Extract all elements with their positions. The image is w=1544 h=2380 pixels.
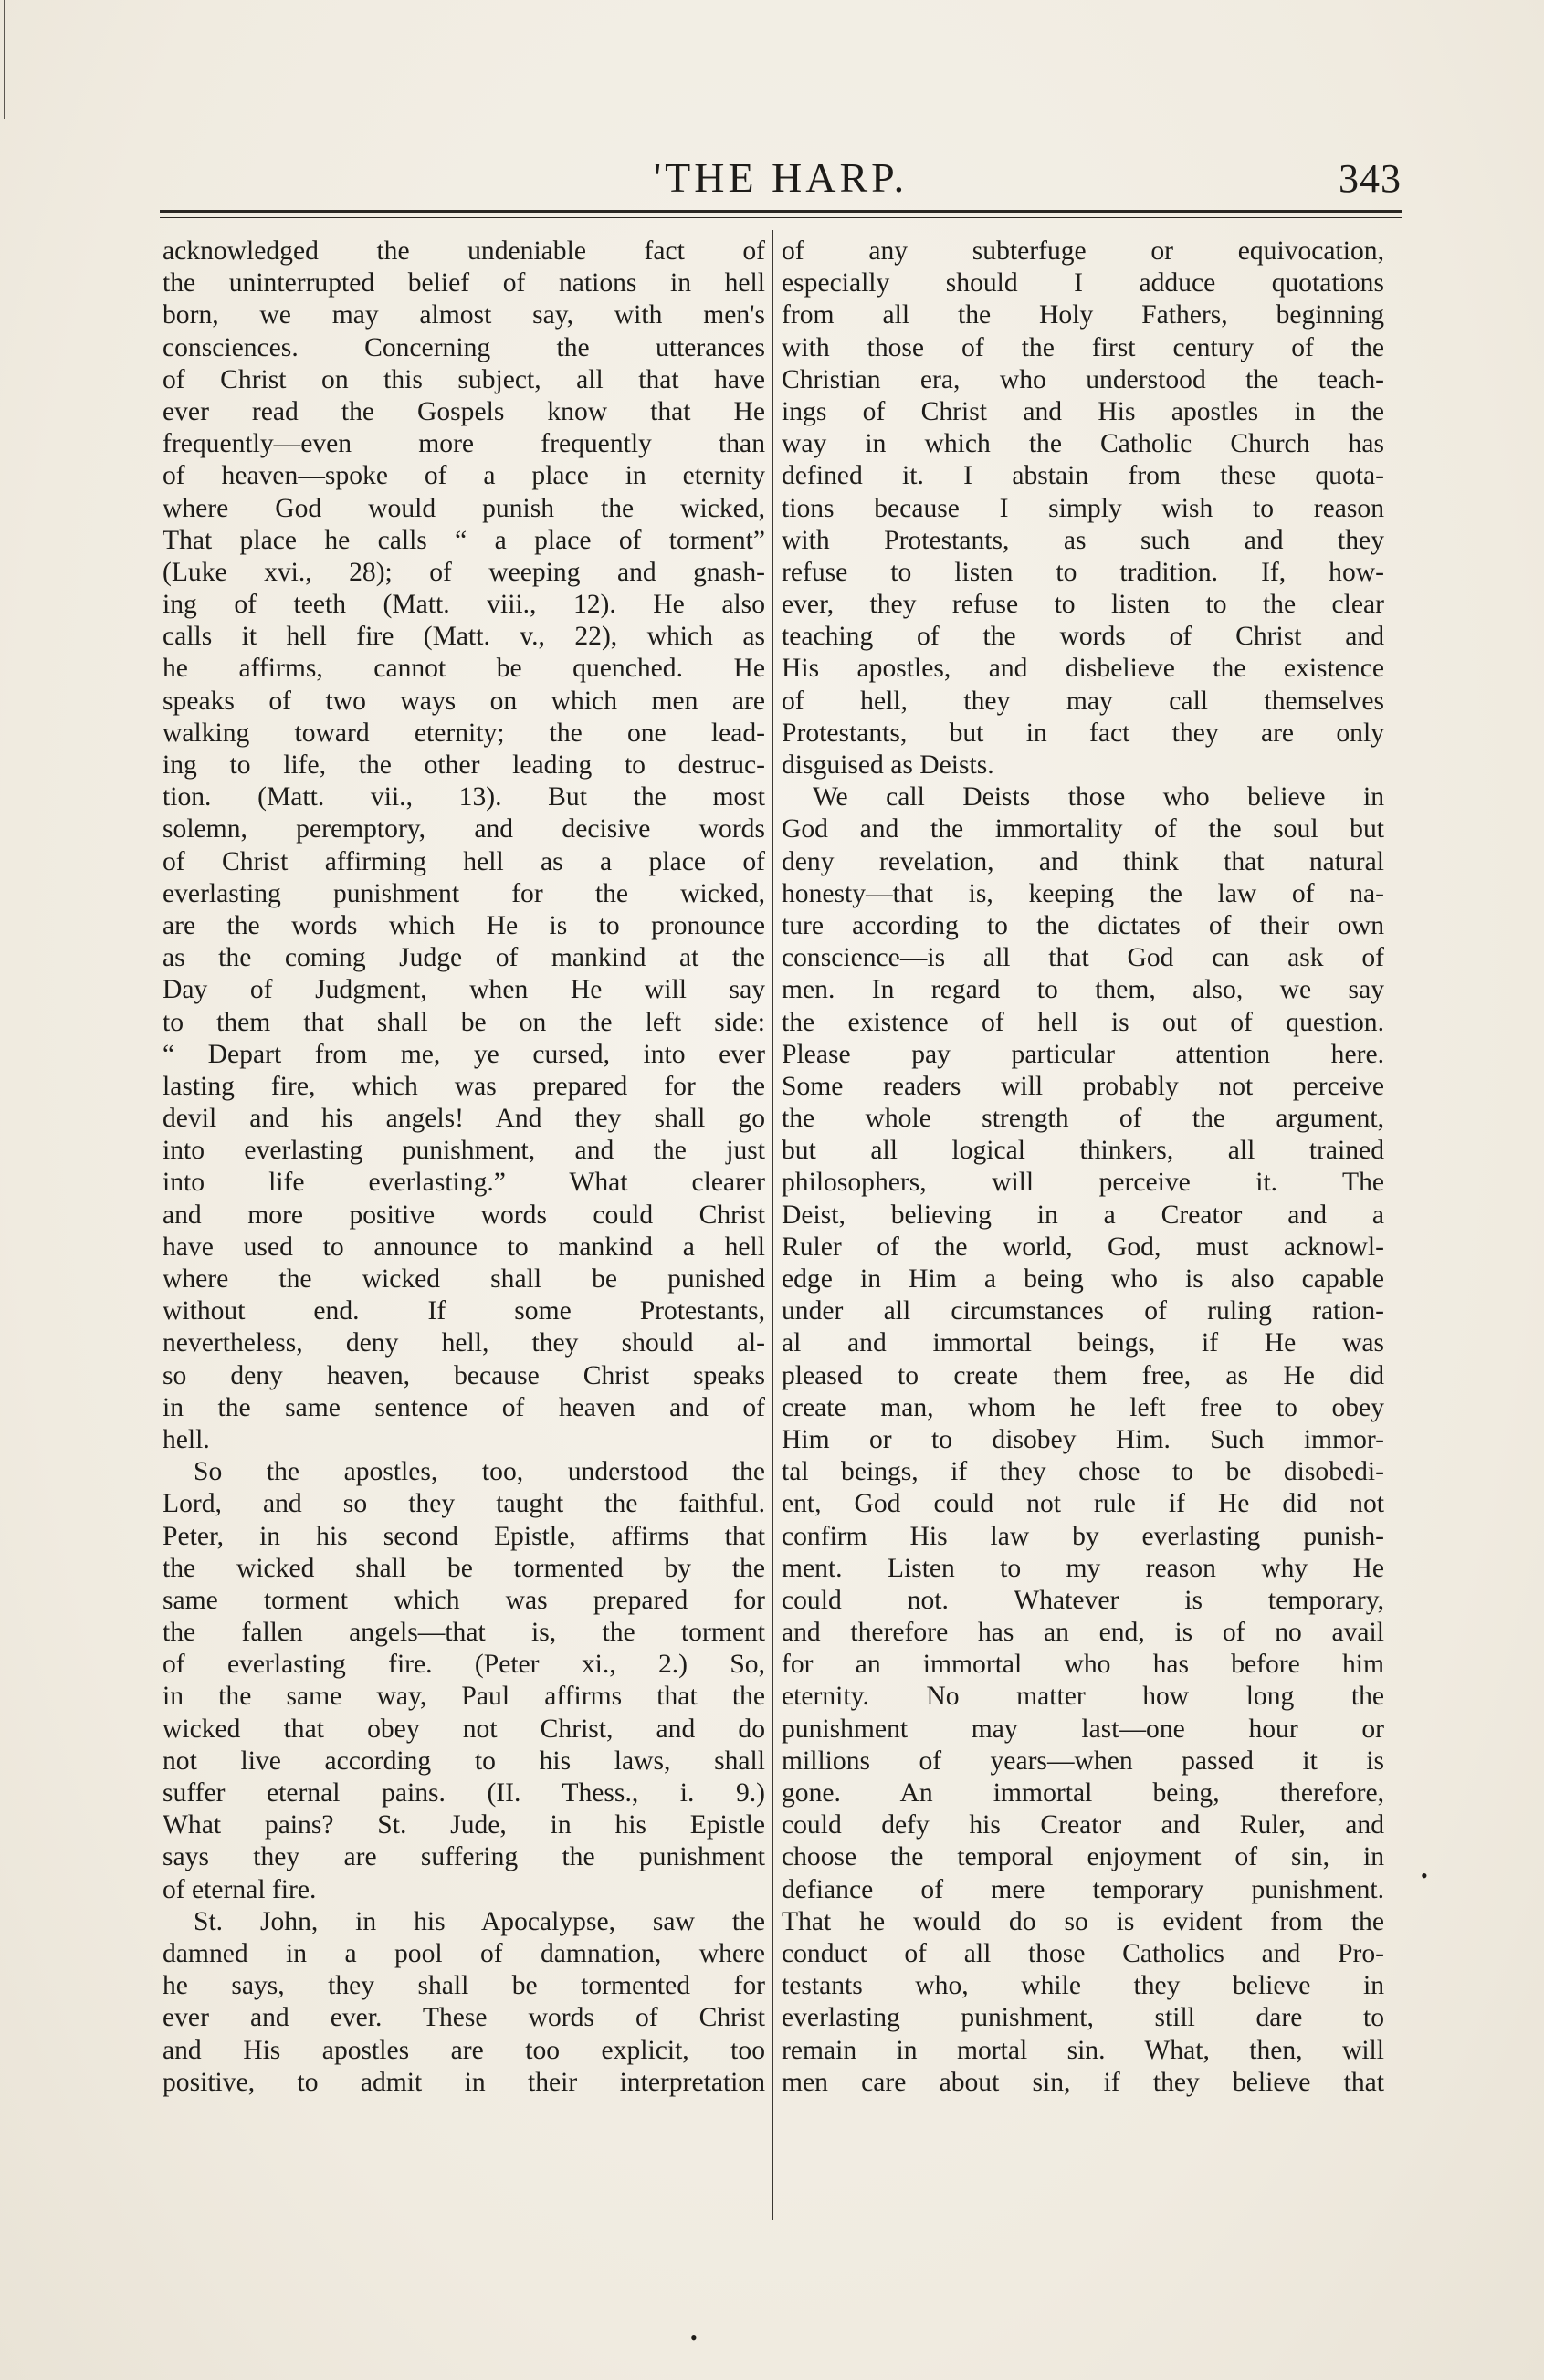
text-line: and more positive words could Christ — [163, 1200, 765, 1230]
text-line: al and immortal beings, if He was — [782, 1328, 1384, 1358]
text-line: Day of Judgment, when He will say — [163, 975, 765, 1005]
text-line: philosophers, will perceive it. The — [782, 1168, 1384, 1198]
text-line: wicked that obey not Christ, and do — [163, 1714, 765, 1744]
text-line: defined it. I abstain from these quota- — [782, 461, 1384, 491]
text-line: not live according to his laws, shall — [163, 1746, 765, 1776]
text-line: positive, to admit in their interpretation — [163, 2067, 765, 2097]
text-line: of Christ affirming hell as a place of — [163, 846, 765, 876]
text-line: where God would punish the wicked, — [163, 493, 765, 523]
text-line: testants who, while they believe in — [782, 1971, 1384, 2001]
text-line: everlasting punishment, still dare to — [782, 2003, 1384, 2033]
text-line: God and the immortality of the soul but — [782, 814, 1384, 844]
text-line: St. John, in his Apocalypse, saw the — [194, 1906, 765, 1936]
text-line: ing of teeth (Matt. viii., 12). He also — [163, 590, 765, 620]
text-line: hell. — [163, 1424, 210, 1454]
page-edge-mark — [4, 0, 5, 119]
text-line: and His apostles are too explicit, too — [163, 2035, 765, 2065]
text-line: Him or to disobey Him. Such immor- — [782, 1424, 1384, 1454]
text-line: ever read the Gospels know that He — [163, 396, 765, 426]
text-line: remain in mortal sin. What, then, will — [782, 2035, 1384, 2065]
text-line: devil and his angels! And they shall go — [163, 1104, 765, 1134]
text-line: could not. Whatever is temporary, — [782, 1585, 1384, 1615]
text-line: the uninterrupted belief of nations in hell — [163, 268, 765, 299]
text-line: That he would do so is evident from the — [782, 1906, 1384, 1936]
text-line: Peter, in his second Epistle, affirms that — [163, 1521, 765, 1551]
text-line: of Christ on this subject, all that have — [163, 364, 765, 394]
text-line: So the apostles, too, understood the — [194, 1457, 765, 1487]
text-line: ent, God could not rule if He did not — [782, 1489, 1384, 1519]
text-line: to them that shall be on the left side: — [163, 1007, 765, 1037]
text-line: but all logical thinkers, all trained — [782, 1136, 1384, 1166]
text-line: he affirms, cannot be quenched. He — [163, 654, 765, 684]
left-column — [163, 236, 765, 2099]
text-line: calls it hell fire (Matt. v., 22), which as — [163, 622, 765, 652]
text-line: Christian era, who understood the teach- — [782, 364, 1384, 394]
text-line: Some readers will probably not perceive — [782, 1071, 1384, 1101]
text-line: gone. An immortal being, therefore, — [782, 1778, 1384, 1808]
text-line: ing to life, the other leading to destruc- — [163, 750, 765, 780]
text-line: especially should I adduce quotations — [782, 268, 1384, 299]
text-line: choose the temporal enjoyment of sin, in — [782, 1842, 1384, 1872]
text-line: could defy his Creator and Ruler, and — [782, 1810, 1384, 1840]
text-line: suffer eternal pains. (II. Thess., i. 9.) — [163, 1778, 765, 1808]
text-line: with those of the first century of the — [782, 332, 1384, 362]
text-line: as the coming Judge of mankind at the — [163, 943, 765, 973]
text-line: from all the Holy Fathers, beginning — [782, 300, 1384, 330]
text-line: the wicked shall be tormented by the — [163, 1553, 765, 1583]
text-line: he says, they shall be tormented for — [163, 1971, 765, 2001]
text-line: for an immortal who has before him — [782, 1650, 1384, 1680]
text-line: where the wicked shall be punished — [163, 1264, 765, 1294]
text-line: men care about sin, if they believe that — [782, 2067, 1384, 2097]
text-line: defiance of mere temporary punishment. — [782, 1874, 1384, 1904]
header-rule-thick — [160, 210, 1402, 213]
text-line: in the same way, Paul affirms that the — [163, 1682, 765, 1712]
text-line: of eternal fire. — [163, 1874, 317, 1904]
text-line: (Luke xvi., 28); of weeping and gnash- — [163, 557, 765, 587]
text-line: ture according to the dictates of their own — [782, 910, 1384, 940]
text-line: edge in Him a being who is also capable — [782, 1264, 1384, 1294]
text-line: with Protestants, as such and they — [782, 525, 1384, 555]
text-line: way in which the Catholic Church has — [782, 429, 1384, 459]
text-line: of any subterfuge or equivocation, — [782, 236, 1384, 266]
text-line: of hell, they may call themselves — [782, 686, 1384, 716]
text-line: conduct of all those Catholics and Pro- — [782, 1938, 1384, 1968]
column-divider — [772, 230, 773, 2220]
text-line: tal beings, if they chose to be disobedi- — [782, 1457, 1384, 1487]
text-line: speaks of two ways on which men are — [163, 686, 765, 716]
right-column — [782, 236, 1384, 2099]
text-line: without end. If some Protestants, — [163, 1296, 765, 1326]
text-line: teaching of the words of Christ and — [782, 622, 1384, 652]
text-line: We call Deists those who believe in — [813, 782, 1384, 813]
text-line: acknowledged the undeniable fact of — [163, 236, 765, 266]
text-line: men. In regard to them, also, we say — [782, 975, 1384, 1005]
text-line: lasting fire, which was prepared for the — [163, 1071, 765, 1101]
text-line: create man, whom he left free to obey — [782, 1392, 1384, 1422]
text-line: tions because I simply wish to reason — [782, 493, 1384, 523]
text-line: are the words which He is to pronounce — [163, 910, 765, 940]
text-line: frequently—even more frequently than — [163, 429, 765, 459]
text-line: says they are suffering the punishment — [163, 1842, 765, 1872]
text-line: refuse to listen to tradition. If, how- — [782, 557, 1384, 587]
page-number: 343 — [1339, 156, 1402, 201]
text-line: in the same sentence of heaven and of — [163, 1392, 765, 1422]
text-line: That place he calls “ a place of torment” — [163, 525, 765, 555]
text-line: millions of years—when passed it is — [782, 1746, 1384, 1776]
text-line: What pains? St. Jude, in his Epistle — [163, 1810, 765, 1840]
text-line: consciences. Concerning the utterances — [163, 332, 765, 362]
text-line: honesty—that is, keeping the law of na- — [782, 878, 1384, 908]
text-line: Please pay particular attention here. — [782, 1039, 1384, 1069]
text-line: so deny heaven, because Christ speaks — [163, 1360, 765, 1390]
text-line: solemn, peremptory, and decisive words — [163, 814, 765, 844]
text-line: under all circumstances of ruling ration- — [782, 1296, 1384, 1326]
text-line: damned in a pool of damnation, where — [163, 1938, 765, 1968]
text-line: eternity. No matter how long the — [782, 1682, 1384, 1712]
text-line: Protestants, but in fact they are only — [782, 718, 1384, 748]
text-line: same torment which was prepared for — [163, 1585, 765, 1615]
text-line: confirm His law by everlasting punish- — [782, 1521, 1384, 1551]
text-line: have used to announce to mankind a hell — [163, 1232, 765, 1262]
text-line: into everlasting punishment, and the just — [163, 1136, 765, 1166]
text-line: His apostles, and disbelieve the existence — [782, 654, 1384, 684]
text-line: Ruler of the world, God, must acknowl- — [782, 1232, 1384, 1262]
text-line: ever, they refuse to listen to the clear — [782, 590, 1384, 620]
page-header — [160, 153, 1402, 208]
text-line: deny revelation, and think that natural — [782, 846, 1384, 876]
text-line: “ Depart from me, ye cursed, into ever — [163, 1039, 765, 1069]
text-line: the existence of hell is out of question. — [782, 1007, 1384, 1037]
text-line: nevertheless, deny hell, they should al- — [163, 1328, 765, 1358]
text-line: of heaven—spoke of a place in eternity — [163, 461, 765, 491]
text-line: punishment may last—one hour or — [782, 1714, 1384, 1744]
text-line: of everlasting fire. (Peter xi., 2.) So, — [163, 1650, 765, 1680]
text-line: Deist, believing in a Creator and a — [782, 1200, 1384, 1230]
header-rule-thin — [160, 217, 1402, 218]
margin-bullet: • — [1421, 1864, 1428, 1887]
text-line: the fallen angels—that is, the torment — [163, 1618, 765, 1648]
text-line: Lord, and so they taught the faithful. — [163, 1489, 765, 1519]
text-line: the whole strength of the argument, — [782, 1104, 1384, 1134]
text-line: ment. Listen to my reason why He — [782, 1553, 1384, 1583]
text-line: ever and ever. These words of Christ — [163, 2003, 765, 2033]
footer-speck: • — [690, 2326, 698, 2349]
text-line: and therefore has an end, is of no avail — [782, 1618, 1384, 1648]
text-line: born, we may almost say, with men's — [163, 300, 765, 330]
text-line: tion. (Matt. vii., 13). But the most — [163, 782, 765, 813]
text-line: walking toward eternity; the one lead- — [163, 718, 765, 748]
text-line: disguised as Deists. — [782, 750, 994, 780]
text-line: conscience—is all that God can ask of — [782, 943, 1384, 973]
text-line: everlasting punishment for the wicked, — [163, 878, 765, 908]
text-line: ings of Christ and His apostles in the — [782, 396, 1384, 426]
publication-title: 'THE HARP. — [653, 154, 909, 201]
text-line: pleased to create them free, as He did — [782, 1360, 1384, 1390]
text-line: into life everlasting.” What clearer — [163, 1168, 765, 1198]
